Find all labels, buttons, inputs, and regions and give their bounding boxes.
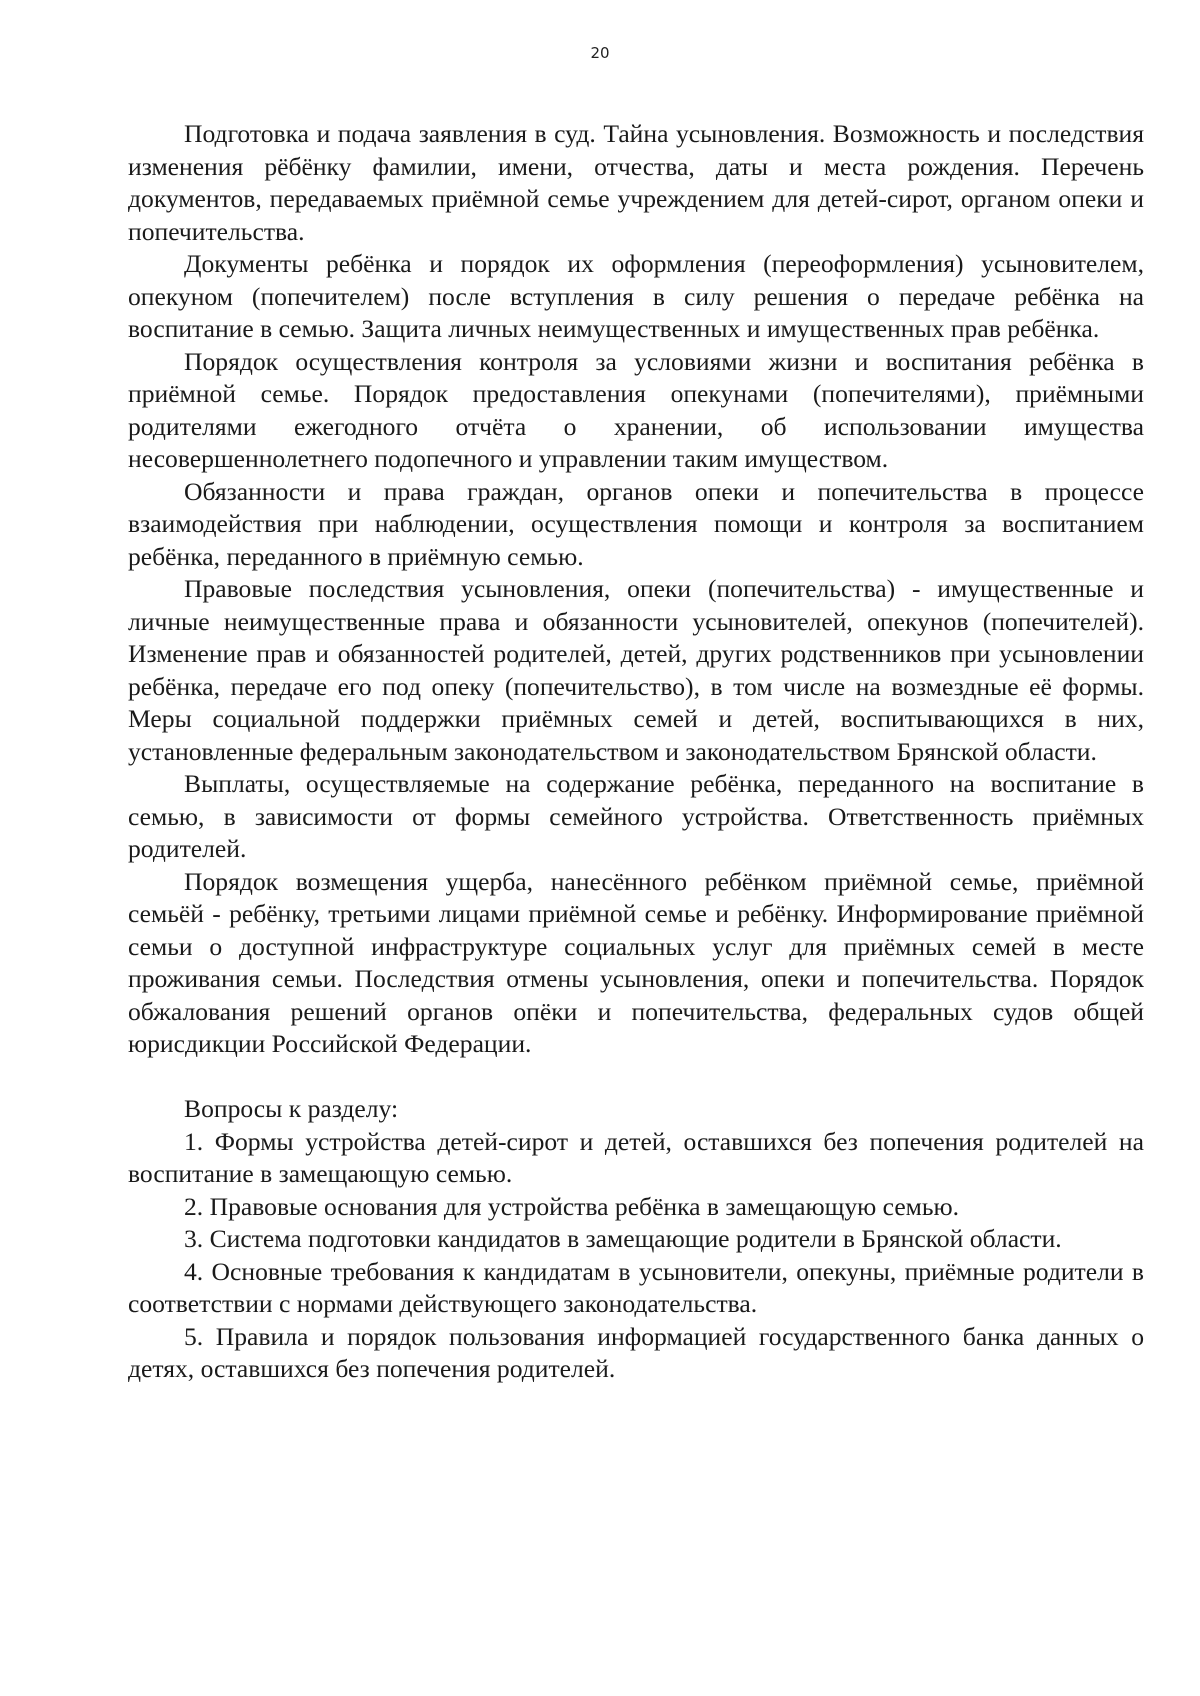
body-paragraph: Обязанности и права граждан, органов опеки и попечительства в процессе взаимодействия при наблюдении, осуществления помощи и контроля за воспитанием ребёнка, переданного в приёмную семью.: [128, 476, 1144, 571]
body-paragraph: Порядок осуществления контроля за условиями жизни и воспитания ребёнка в приёмной семье. Порядок предоставления опекунами (попечителями), приёмными родителями ежегодного отчёта о хранении, об использовании имущества несовершеннолетнего подопечного и управлении таким имуществом.: [128, 346, 1144, 473]
body-paragraph: Документы ребёнка и порядок их оформления (переоформления) усыновителем, опекуном (попечителем) после вступления в силу решения о передаче ребёнка на воспитание в семью. Защита личных неимущественных и имущественных прав ребёнка.: [128, 249, 1144, 343]
body-paragraph: Правовые последствия усыновления, опеки (попечительства) - имущественные и личные неимущественные права и обязанности усыновителей, опекунов (попечителей). Изменение прав и обязанностей родителей, детей, других родственников при усыновлении ребёнка, передаче его под опеку (попечительство), в том числе на возмездные её формы. Меры социальной поддержки приёмных семей и детей, воспитывающихся в них, установленные федеральным законодательством и законодательством Брянской области.: [128, 574, 1144, 766]
question-item: 1. Формы устройства детей-сирот и детей, оставшихся без попечения родителей на воспитание в замещающую семью.: [128, 1126, 1144, 1188]
question-item: 3. Система подготовки кандидатов в замещающие родители в Брянской области.: [184, 1224, 1062, 1253]
page-number: 20: [590, 44, 610, 62]
body-paragraph: Выплаты, осуществляемые на содержание ребёнка, переданного на воспитание в семью, в зависимости от формы семейного устройства. Ответственность приёмных родителей.: [128, 769, 1144, 863]
question-item: 4. Основные требования к кандидатам в усыновители, опекуны, приёмные родители в соответствии с нормами действующего законодательства.: [128, 1256, 1144, 1318]
document-body: [128, 118, 1144, 1386]
body-paragraph: Порядок возмещения ущерба, нанесённого ребёнком приёмной семье, приёмной семьёй - ребёнку, третьими лицами приёмной семье и ребёнку. Информирование приёмной семьи о доступной инфраструктуре социальных услуг для приёмных семей в месте проживания семьи. Последствия отмены усыновления, опеки и попечительства. Порядок обжалования решений органов опёки и попечительства, федеральных судов общей юрисдикции Российской Федерации.: [128, 866, 1144, 1058]
question-item: 5. Правила и порядок пользования информацией государственного банка данных о детях, оставшихся без попечения родителей.: [128, 1321, 1144, 1383]
questions-heading: Вопросы к разделу:: [184, 1094, 399, 1123]
question-item: 2. Правовые основания для устройства ребёнка в замещающую семью.: [184, 1191, 960, 1221]
body-paragraph: Подготовка и подача заявления в суд. Тайна усыновления. Возможность и последствия изменения рёбёнку фамилии, имени, отчества, даты и места рождения. Перечень документов, передаваемых приёмной семье учреждением для детей-сирот, органом опеки и попечительства.: [128, 119, 1144, 246]
